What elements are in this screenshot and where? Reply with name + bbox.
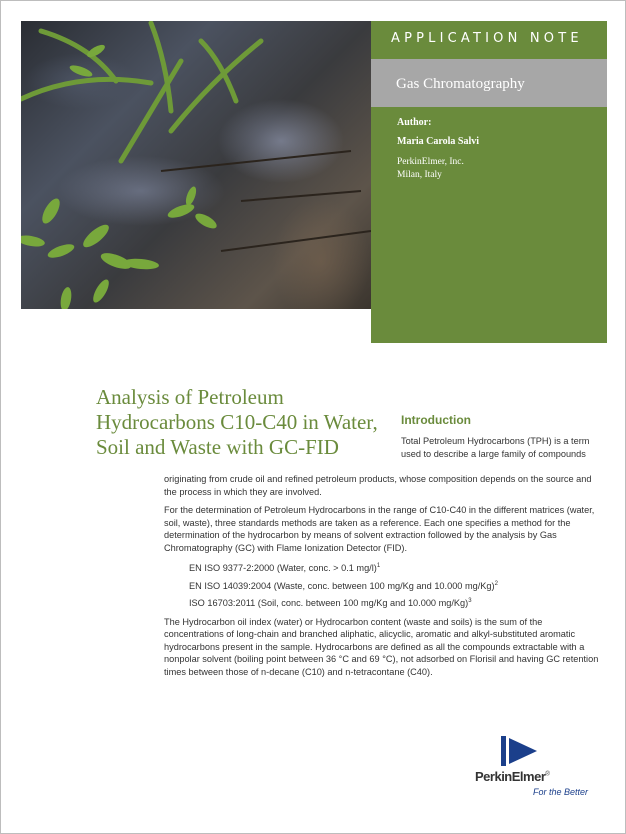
introduction-text-start: Total Petroleum Hydrocarbons (TPH) is a term used to describe a large family of compounds: [401, 436, 590, 459]
body-text: [164, 473, 604, 684]
perkinelmer-wordmark: [475, 769, 549, 784]
standard-item: [189, 560, 604, 575]
author-organization: PerkinElmer, Inc.: [397, 157, 464, 167]
standard-text: EN ISO 14039:2004 (Waste, conc. between 100 mg/Kg and 10.000 mg/Kg): [189, 580, 495, 591]
category-title: Gas Chromatography: [396, 76, 525, 92]
introduction-heading: Introduction: [401, 413, 471, 427]
author-panel: [371, 107, 607, 343]
trademark-symbol: ®: [545, 771, 550, 778]
logo-tagline: For the Better: [533, 787, 589, 797]
document-title: Analysis of Petroleum Hydrocarbons C10-C40 in Water, Soil and Waste with GC-FID: [96, 385, 378, 459]
standard-text: ISO 16703:2011 (Soil, conc. between 100 mg/Kg and 10.000 mg/Kg): [189, 598, 469, 609]
standard-item: [189, 595, 604, 610]
author-name: Maria Carola Salvi: [397, 136, 480, 147]
standard-text: EN ISO 9377-2:2000 (Water, conc. > 0.1 mg/l): [189, 563, 377, 574]
application-note-label: APPLICATION NOTE: [391, 31, 583, 46]
standards-list: [164, 560, 604, 610]
wordmark-text: PerkinElmer: [475, 769, 546, 784]
introduction-text-continued: originating from crude oil and refined petroleum products, whose composition depends on the source and the process in which they are involved.: [164, 474, 592, 497]
author-label: Author:: [397, 117, 432, 128]
reference-marker: 1: [376, 563, 381, 569]
grass-illustration: [21, 21, 371, 309]
hero-photo-oil-spill: [21, 21, 371, 309]
reference-marker: 2: [494, 580, 498, 587]
perkinelmer-logo-icon: [495, 736, 539, 766]
author-location: Milan, Italy: [397, 170, 442, 180]
hydrocarbon-index-paragraph: The Hydrocarbon oil index (water) or Hydrocarbon content (waste and soils) is the sum of the concentrations of long-chain and branched aliphatic, alicyclic, aromatic and alkyl-substituted aromatic hydrocarbons present in the sample. Hydrocarbons are defined as all the compounds extractable with a nonpolar solvent (boiling point between 36 °C and 69 °C), not adsorbed on Florisil and having GC retention times between those of n-decane (C10) and n-tetracontane (C40).: [164, 616, 599, 677]
standard-item: [189, 578, 604, 593]
reference-marker: 3: [468, 598, 472, 605]
methods-paragraph: For the determination of Petroleum Hydrocarbons in the range of C10-C40 in the different matrices (water, soil, waste), three standards methods are taken as a reference. Each one specifies a method for the determination of the hydrocarbon by means of solvent extraction followed by the analysis by Gas Chromatography (GC) with Flame Ionization Detector (FID).: [164, 505, 595, 553]
